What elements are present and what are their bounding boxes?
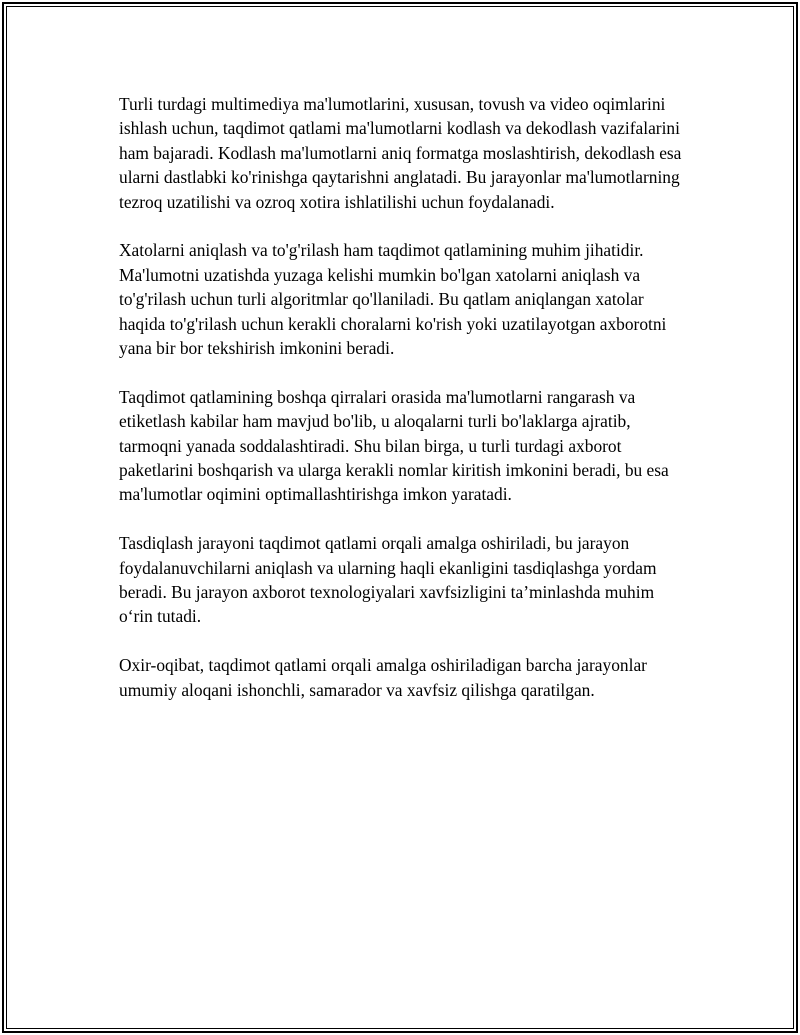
paragraph-4: Tasdiqlash jarayoni taqdimot qatlami orqali amalga oshiriladi, bu jarayon foydalanuvchilarni aniqlash va ularning haqli ekanligini tasdiqlashga yordam beradi. Bu jarayon axborot texnologiyalari xavfsizligini ta’minlashda muhim o‘rin tutadi. (119, 533, 657, 627)
paragraph-2: Xatolarni aniqlash va to'g'rilash ham taqdimot qatlamining muhim jihatidir. Ma'lumotni uzatishda yuzaga kelishi mumkin bo'lgan xatolarni aniqlash va to'g'rilash uchun turli algoritmlar qo'llaniladi. Bu qatlam aniqlangan xatolar haqida to'g'rilash uchun kerakli choralarni ko'rish yoki uzatilayotgan axborotni yana bir bor tekshirish imkonini beradi. (119, 240, 667, 359)
document-body (119, 92, 689, 726)
paragraph-3: Taqdimot qatlamining boshqa qirralari orasida ma'lumotlarni rangarash va etiketlash kabilar ham mavjud bo'lib, u aloqalarni turli bo'laklarga ajratib, tarmoqni yanada soddalashtiradi. Shu bilan birga, u turli turdagi axborot paketlarini boshqarish va ularga kerakli nomlar kiritish imkonini beradi, bu esa ma'lumotlar oqimini optimallashtirishga imkon yaratadi. (119, 386, 669, 505)
paragraph-5: Oxir-oqibat, taqdimot qatlami orqali amalga oshiriladigan barcha jarayonlar umumiy aloqani ishonchli, samarador va xavfsiz qilishga qaratilgan. (119, 655, 647, 700)
paragraph-1: Turli turdagi multimediya ma'lumotlarini, xususan, tovush va video oqimlarini ishlash uchun, taqdimot qatlami ma'lumotlarni kodlash va dekodlash vazifalarini ham bajaradi. Kodlash ma'lumotlarni aniq formatga moslashtirish, dekodlash esa ularni dastlabki ko'rinishga qaytarishni anglatadi. Bu jarayonlar ma'lumotlarning tezroq uzatilishi va ozroq xotira ishlatilishi uchun foydalanadi. (119, 94, 682, 212)
